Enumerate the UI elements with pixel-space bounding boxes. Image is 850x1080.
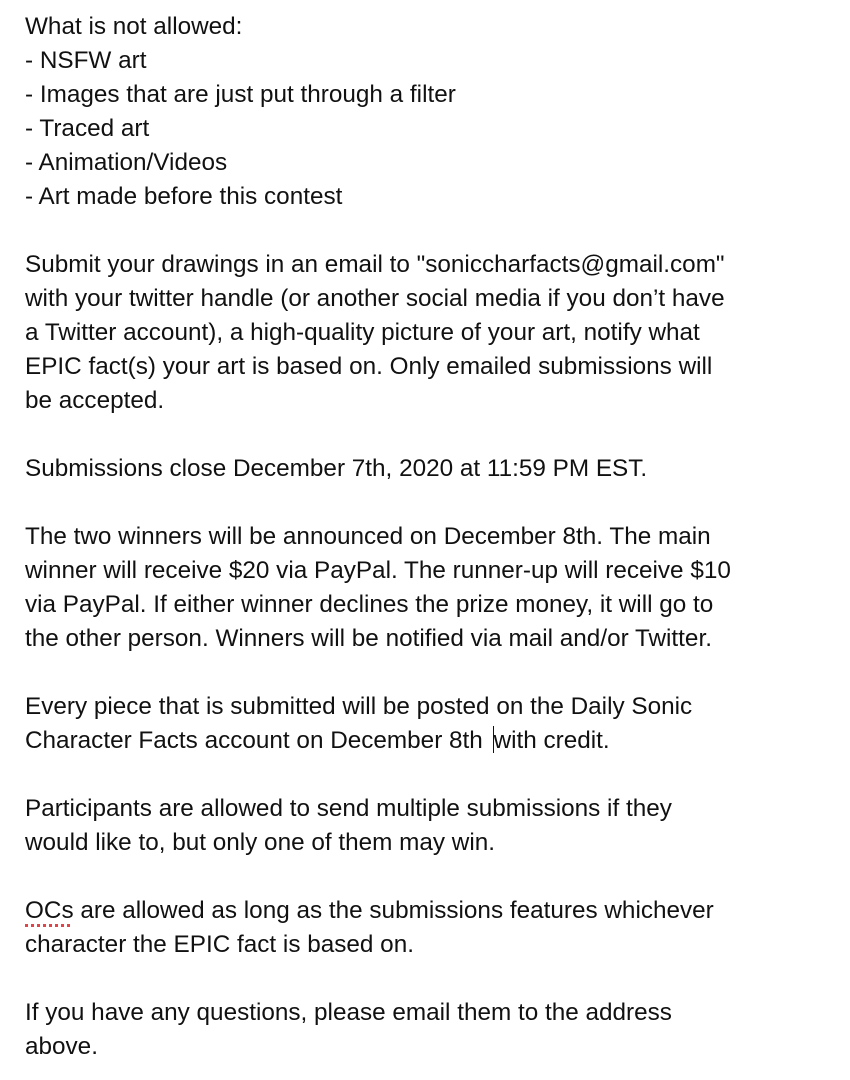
paragraph-line: Submit your drawings in an email to "soniccharfacts@gmail.com" — [25, 251, 725, 278]
deadline-paragraph — [25, 452, 835, 486]
blank-line — [25, 214, 835, 248]
paragraph-line: EPIC fact(s) your art is based on. Only emailed submissions will — [25, 353, 713, 380]
list-item: - Images that are just put through a filter — [25, 81, 456, 108]
paragraph-line: The two winners will be announced on December 8th. The main — [25, 523, 711, 550]
list-item: - Traced art — [25, 115, 150, 142]
paragraph-line: a Twitter account), a high-quality picture of your art, notify what — [25, 319, 700, 346]
blank-line — [25, 758, 835, 792]
paragraph-line: Participants are allowed to send multiple submissions if they — [25, 795, 672, 822]
paragraph-line: winner will receive $20 via PayPal. The runner-up will receive $10 — [25, 557, 731, 584]
text-after-cursor: with credit. — [493, 727, 610, 754]
posting-paragraph — [25, 690, 835, 758]
paragraph-line: the other person. Winners will be notified via mail and/or Twitter. — [25, 625, 712, 652]
paragraph-line: above. — [25, 1033, 98, 1060]
ocs-paragraph — [25, 894, 835, 962]
paragraph-line: with your twitter handle (or another social media if you don’t have — [25, 285, 725, 312]
list-item: - NSFW art — [25, 47, 147, 74]
list-item: - Art made before this contest — [25, 183, 343, 210]
blank-line — [25, 962, 835, 996]
paragraph-line — [25, 894, 835, 928]
paragraph-line: Every piece that is submitted will be posted on the Daily Sonic — [25, 693, 693, 720]
paragraph-line: character the EPIC fact is based on. — [25, 931, 414, 958]
submission-paragraph — [25, 248, 835, 418]
paragraph-line: If you have any questions, please email them to the address — [25, 999, 672, 1026]
blank-line — [25, 418, 835, 452]
blank-line — [25, 486, 835, 520]
winners-paragraph — [25, 520, 835, 656]
list-item: - Animation/Videos — [25, 149, 228, 176]
line-text: are allowed as long as the submissions features whichever — [73, 897, 714, 924]
paragraph-line: would like to, but only one of them may win. — [25, 829, 495, 856]
paragraph-line: Submissions close December 7th, 2020 at 11:59 PM EST. — [25, 455, 648, 482]
text-before-cursor: Character Facts account on December 8th — [25, 727, 490, 754]
paragraph-line: via PayPal. If either winner declines the prize money, it will go to — [25, 591, 714, 618]
paragraph-line: be accepted. — [25, 387, 165, 414]
blank-line — [25, 860, 835, 894]
not-allowed-heading: What is not allowed: — [25, 13, 243, 40]
not-allowed-section — [25, 10, 835, 214]
questions-paragraph — [25, 996, 835, 1064]
multiple-paragraph — [25, 792, 835, 860]
misspelled-word[interactable]: OCs — [25, 897, 74, 924]
blank-line — [25, 656, 835, 690]
paragraph-line-with-cursor — [25, 724, 835, 758]
document-body[interactable] — [25, 10, 835, 1064]
